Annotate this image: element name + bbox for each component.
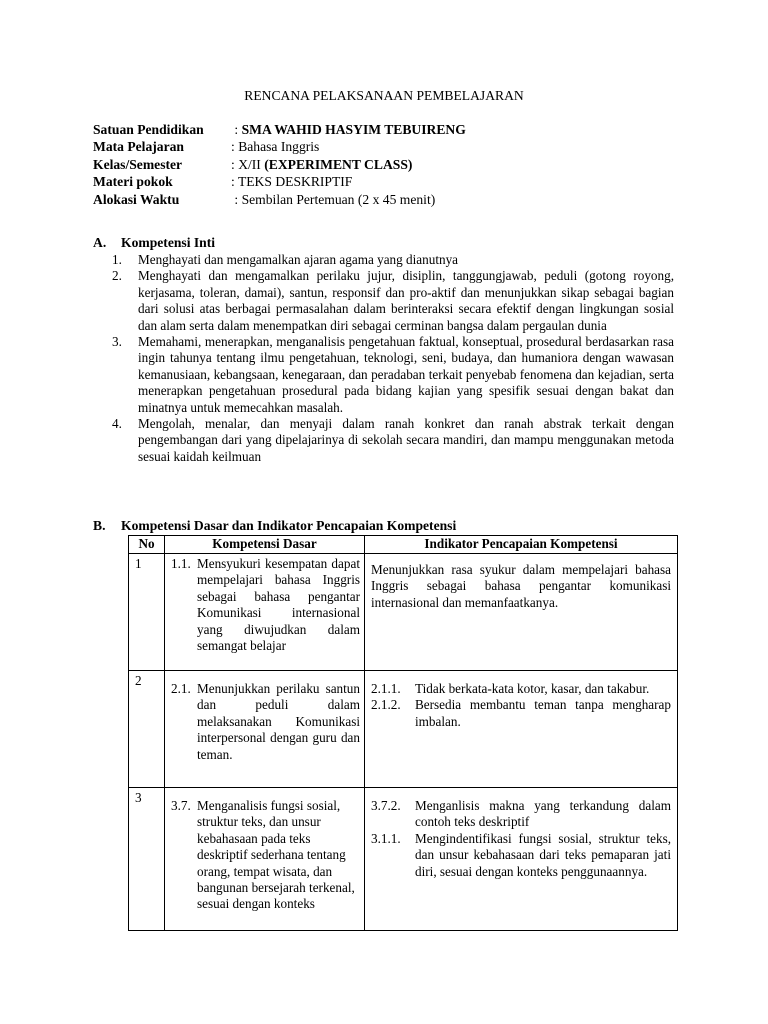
indicator-cell [365,671,678,788]
meta-row-mapel [93,138,466,155]
table-row [129,788,678,931]
list-item [112,268,674,334]
kd-text: Menunjukkan perilaku santun dan peduli dalam melaksanakan Komunikasi interpersonal dengan guru dan teman. [197,681,360,762]
meta-separator: : [231,174,238,190]
kd-cell [165,788,365,931]
kd-text: Mensyukuri kesempatan dapat mempelajari bahasa Inggris sebagai bahasa pengantar Komunikasi internasional yang diwujudkan dalam semangat belajar [197,556,360,654]
list-number: 2. [112,268,122,284]
section-letter: A. [93,235,107,250]
indicator-number: 2.1.1. [371,681,401,696]
indicator-text: Bersedia membantu teman tanpa mengharap imbalan. [415,697,671,729]
section-title: Kompetensi Inti [121,235,216,250]
indicator-cell [365,554,678,671]
table-header-row [129,536,678,554]
meta-value: Sembilan Pertemuan (2 x 45 menit) [241,191,436,207]
section-b-heading [93,518,456,534]
list-text: Menghayati dan mengamalkan perilaku jujur, disiplin, tanggungjawab, peduli (gotong royong, kerjasama, toleran, damai), santun, responsif dan pro-aktif dan menunjukkan sikap sebagai bagian dari solusi atas berbagai permasalahan dalam berinteraksi secara efektif dengan lingkungan sosial dan alam serta dalam menempatkan diri sebagai cerminan bangsa dalam pergaulan dunia [138,268,674,333]
indicator-text: Mengindentifikasi fungsi sosial, struktur teks, dan unsur kebahasaan dari teks pemaparan jati diri, sesuai dengan konteks penggunaannya. [415,830,671,879]
indicator-cell [365,788,678,931]
kd-text: Menganalisis fungsi sosial, struktur teks, dan unsur kebahasaan pada teks deskriptif sederhana tentang orang, tempat wisata, dan bangunan bersejarah terkenal, sesuai dengan konteks [197,798,355,912]
list-text: Menghayati dan mengamalkan ajaran agama yang dianutnya [138,252,459,267]
section-a-heading [93,235,215,251]
indicator-item [365,798,671,831]
list-text: Mengolah, menalar, dan menyaji dalam ranah konkret dan ranah abstrak terkait dengan pengembangan dari yang dipelajarinya di sekolah secara mandiri, dan mampu menggunakan metoda sesuai kaidah keilmuan [138,416,674,464]
meta-value: Bahasa Inggris [238,139,320,155]
list-number: 1. [112,252,122,267]
list-item [112,334,674,416]
indicator-item [365,831,671,880]
meta-value: SMA WAHID HASYIM TEBUIRENG [241,122,466,137]
meta-label: Satuan Pendidikan [93,122,204,137]
kd-number: 3.7. [171,798,191,813]
kd-cell [165,554,365,671]
meta-separator: : [231,122,242,137]
meta-label: Kelas/Semester [93,156,183,172]
kd-cell [165,671,365,788]
row-number: 1 [129,554,165,671]
kd-number: 1.1. [171,556,191,571]
meta-row-alokasi [93,191,466,208]
meta-label: Alokasi Waktu [93,191,180,207]
meta-row-satuan [93,121,466,138]
kd-indicator-table [128,535,678,931]
indicator-number: 3.7.2. [371,798,401,813]
meta-row-materi [93,173,466,190]
indicator-number: 3.1.1. [371,830,401,846]
kd-number: 2.1. [171,681,191,696]
kompetensi-inti-list [112,252,674,465]
list-item [112,416,674,465]
indicator-item [365,697,671,730]
meta-row-kelas [93,156,466,173]
column-header: Kompetensi Dasar [165,536,365,554]
indicator-text: Tidak berkata-kata kotor, kasar, dan takabur. [415,681,650,696]
meta-value: TEKS DESKRIPTIF [237,174,353,190]
indicator-text: Menganlisis makna yang terkandung dalam contoh teks deskriptif [415,798,671,830]
section-letter: B. [93,518,106,533]
indicator-item [365,681,671,697]
identity-block [93,121,466,208]
row-number: 3 [129,788,165,931]
row-number: 2 [129,671,165,788]
meta-label: Mata Pelajaran [93,139,184,155]
column-header: Indikator Pencapaian Kompetensi [365,536,678,554]
table-row [129,671,678,788]
list-number: 3. [112,334,122,350]
meta-separator: : [231,156,239,172]
list-item [112,252,674,268]
meta-label: Materi pokok [93,174,173,190]
table-row [129,554,678,671]
document-title: RENCANA PELAKSANAAN PEMBELAJARAN [244,88,524,103]
meta-value: X/II [238,156,265,172]
section-title: Kompetensi Dasar dan Indikator Pencapaian Kompetensi [121,518,457,533]
indicator-text: Menunjukkan rasa syukur dalam mempelajari bahasa Inggris sebagai bahasa pengantar komunikasi internasional dan memanfaatkanya. [371,562,671,610]
meta-value-class-type: (EXPERIMENT CLASS) [264,156,413,172]
indicator-number: 2.1.2. [371,697,401,713]
meta-separator: : [231,139,239,155]
column-header: No [129,536,165,554]
meta-separator: : [231,191,242,207]
list-text: Memahami, menerapkan, menganalisis pengetahuan faktual, konseptual, prosedural berdasarkan rasa ingin tahunya tentang ilmu pengetahuan, teknologi, seni, budaya, dan humaniora dengan wawasan kemanusiaan, kebangsaan, kenegaraan, dan peradaban terkait penyebab fenomena dan kejadian, serta menerapkan pengetahuan prosedural pada bidang kajian yang spesifik sesuai dengan bakat dan minatnya untuk memecahkan masalah. [138,334,674,415]
list-number: 4. [112,416,122,432]
